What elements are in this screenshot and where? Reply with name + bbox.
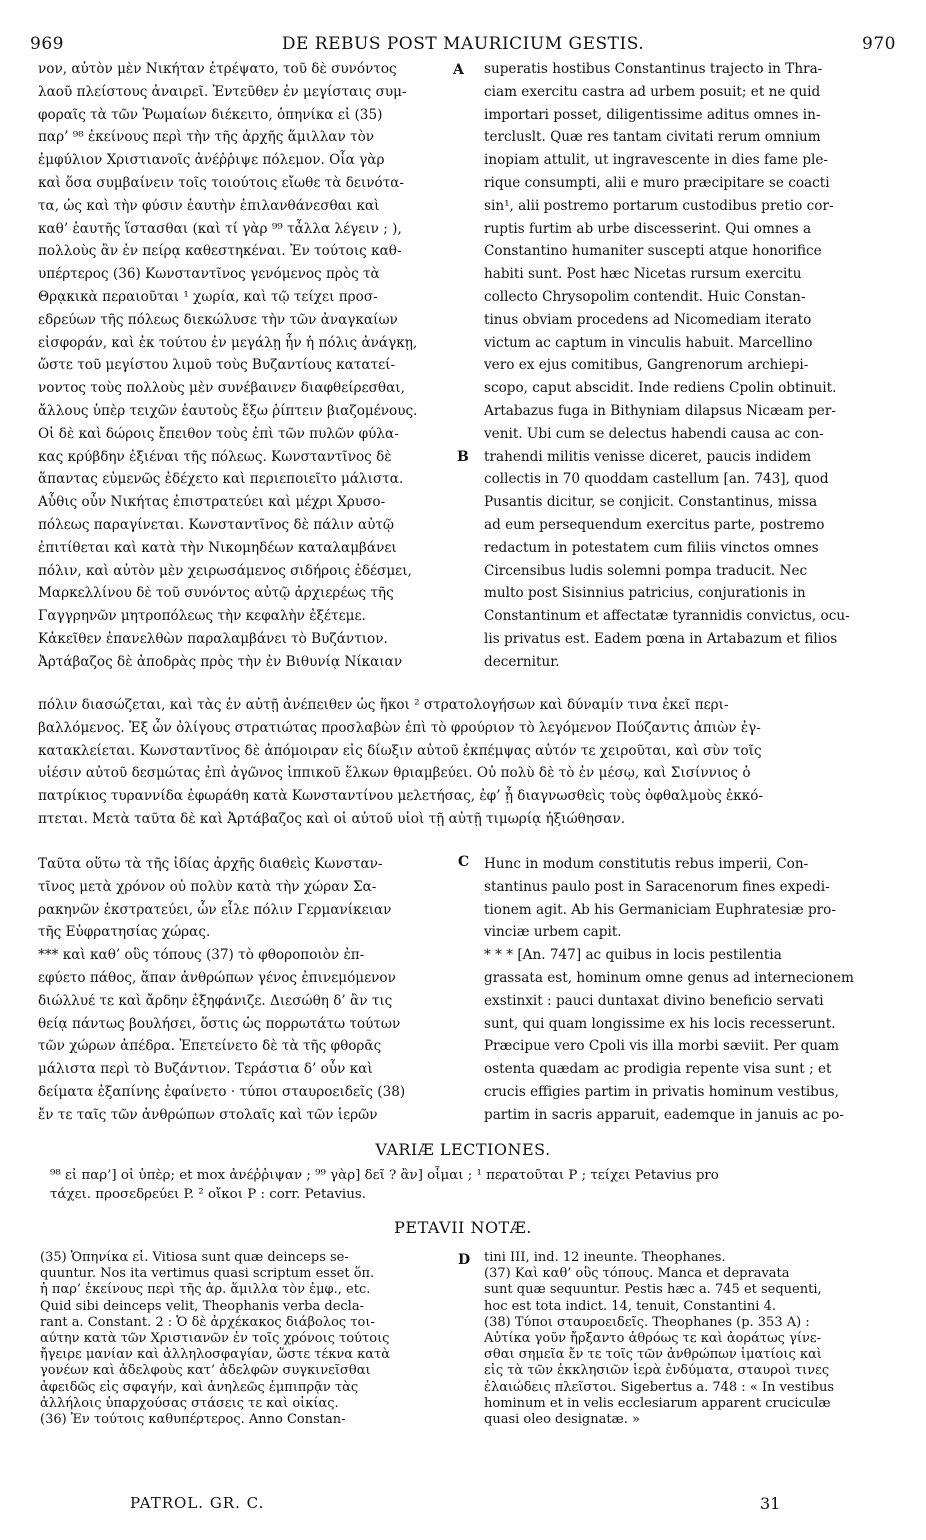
text-line: διώλλυέ τε καὶ ἄρδην ἐξηφάνιζε. Διεσώθη δ’ ἂν τις: [38, 992, 393, 1009]
text-line: trahendi militis venisse diceret, paucis indidem: [484, 448, 812, 465]
variant-line: τάχει. προσεδρεύει P. ² οἴκοι P : corr. Petavius.: [50, 1187, 366, 1202]
text-line: φοραῖς τὰ τῶν Ῥωμαίων διέκειτο, ὁπηνίκα εἰ (35): [38, 106, 383, 123]
text-line: ἔν τε ταῖς τῶν ἀνθρώπων στολαῖς καὶ τῶν ἱερῶν: [38, 1106, 378, 1123]
text-line: multo post Sisinnius patricius, conjurationis in: [484, 585, 806, 602]
note-line: ἀλλήλοις ὑπαρχούσας στάσεις τε καὶ οἰκίας.: [40, 1395, 339, 1411]
text-line: collectis in 70 quoddam castellum [an. 743], quod: [484, 471, 829, 488]
text-line: ὥστε τοῦ μεγίστου λιμοῦ τοὺς Βυζαντίους κατατεί-: [38, 357, 396, 374]
text-line: ρακηνῶν ἐκστρατεύει, ὧν εἷλε πόλιν Γερμανίκειαν: [38, 901, 392, 918]
text-line: vero ex ejus comitibus, Gangrenorum archiepi-: [484, 357, 809, 374]
note-line: quasi oleo designatæ. »: [484, 1411, 640, 1427]
petavii-notes-right: [484, 1250, 888, 1428]
text-line: sin¹, alii postremo portarum custodibus pretio cor-: [484, 197, 834, 214]
text-line: Γαγγρηνῶν μητροπόλεως τὴν κεφαλὴν ἐξέτεμε.: [38, 608, 366, 625]
note-line: ἐλαιώδεις πλεῖστοι. Sigebertus a. 748 : « In vestibus: [484, 1379, 834, 1395]
page-number-right: 970: [862, 34, 896, 54]
text-line: sunt, qui quam longissime ex his locis recesserunt.: [484, 1015, 836, 1032]
text-line: ostenta quædam ac prodigia repente visa sunt ; et: [484, 1061, 832, 1078]
text-line: κατακλείεται. Κωνσταντῖνος δὲ ἀπόμοιραν εἰς δίωξιν αὐτοῦ ἐκπέμψας αὐτόν τε χειροῦται, καὶ σὺν τοῖς: [38, 742, 762, 759]
petavii-title: PETAVII NOTÆ.: [394, 1218, 532, 1237]
note-line: Αὐτίκα γοῦν ἤρξαντο ἀθρόως τε καὶ ἀοράτως γίνε-: [484, 1330, 821, 1346]
text-line: grassata est, hominum omne genus ad internecionem: [484, 969, 854, 986]
note-line: (37) Καὶ καθ’ οὓς τόπους. Manca et depravata: [484, 1266, 790, 1282]
text-line: νον, αὐτὸν μὲν Νικήταν ἐτρέψατο, τοῦ δὲ συνόντος: [38, 61, 397, 77]
text-line: καὶ ὅσα συμβαίνειν τοῖς τοιούτοις εἴωθε τὰ δεινότα-: [38, 174, 405, 191]
text-line: ἐπιτίθεται καὶ κατὰ τὴν Νικομηδέων καταλαμβάνει: [38, 539, 397, 556]
text-line: Θρᾳκικὰ περαιοῦται ¹ χωρία, καὶ τῷ τείχει προσ-: [38, 288, 378, 305]
note-line: ἡ παρ’ ἐκείνους περὶ τῆς ἀρ. ἅμιλλα τὸν ἐμφ., etc.: [40, 1282, 371, 1298]
text-line: πολλοὺς ἂν ἐν πείρᾳ καθεστηκέναι. Ἐν τούτοις καθ-: [38, 243, 402, 260]
text-line: παρ’ ⁹⁸ ἐκείνους περὶ τὴν τῆς ἀρχῆς ἅμιλλαν τὸν: [38, 129, 375, 146]
text-line: υἱέσιν αὐτοῦ δεσμώτας ἐπὶ ἀγῶνος ἱππικοῦ ἕλκων θριαμβεύει. Οὐ πολὺ δὲ τὸ ἐν μέσῳ, καὶ Σισίννιος ὁ: [38, 765, 751, 782]
note-line: sunt quæ sequuntur. Pestis hæc a. 745 et sequenti,: [484, 1282, 822, 1298]
variae-lectiones: [50, 1166, 890, 1204]
note-line: quuntur. Nos ita vertimus quasi scriptum esset ὅπ.: [40, 1266, 375, 1282]
text-line: Οἱ δὲ καὶ δώροις ἔπειθον τοὺς ἐπὶ τῶν πυλῶν φύλα-: [38, 425, 399, 442]
text-line: βαλλόμενος. Ἐξ ὧν ὀλίγους στρατιώτας προσλαβὼν ἐπὶ τὸ φρούριον τὸ λεγόμενον Πούζαντις ἀπιὼν ἐγ-: [38, 719, 761, 736]
text-line: εἰσφοράν, καὶ ἐκ τούτου ἐν μεγάλῃ ἦν ἡ πόλις ἀνάγκῃ,: [38, 334, 418, 351]
page-number-left: 969: [30, 34, 64, 54]
latin-column-bottom: [484, 853, 888, 1127]
greek-column-top: [38, 58, 456, 674]
text-line: εφύετο πάθος, ἅπαν ἀνθρώπων γένος ἐπινεμόμενον: [38, 969, 396, 986]
note-line: αύτην κατὰ τῶν Χριστιανῶν ἐν τοῖς χρόνοις τούτοις: [40, 1330, 390, 1346]
text-line: ad eum persequendum exercitus parte, postremo: [484, 516, 825, 533]
variae-title: VARIÆ LECTIONES.: [375, 1140, 551, 1159]
variant-line: ⁹⁸ εἰ παρ’] οἱ ὑπὲρ; et mox ἀνέῤῥιψαν ; ⁹⁹ γὰρ] δεῖ ? ἂν] οἶμαι ; ¹ περατοῦται P ; τείχει Petavius pro: [50, 1168, 719, 1183]
text-line: τῶν χώρων ἀπέδρα. Ἐπετείνετο δὲ τὰ τῆς φθορᾶς: [38, 1038, 382, 1055]
text-line: θείᾳ πάντως βουλήσει, ὅστις ὡς πορρωτάτω τούτων: [38, 1015, 401, 1032]
text-line: vinciæ urbem capit.: [484, 924, 622, 941]
text-line: redactum in potestatem cum filiis vinctos omnes: [484, 539, 819, 556]
text-line: inopiam attulit, ut ingravescente in dies fame ple-: [484, 152, 829, 169]
text-line: δείματα ἐξαπίνης ἐφαίνετο · τύποι σταυροειδεῖς (38): [38, 1083, 406, 1100]
note-line: γονέων καὶ ἀδελφοὺς κατ’ ἀδελφῶν συγκινεῖσθαι: [40, 1363, 371, 1379]
text-line: πτεται. Μετὰ ταῦτα δὲ καὶ Ἀρτάβαζος καὶ οἱ αὐτοῦ υἱοὶ τῇ αὐτῇ τιμωρίᾳ ἠξιώθησαν.: [38, 810, 626, 827]
text-line: τῆς Εὐφρατησίας χώρας.: [38, 924, 211, 941]
text-line: tinus obviam procedens ad Nicomediam iterato: [484, 311, 812, 328]
text-line: superatis hostibus Constantinus trajecto in Thra-: [484, 61, 823, 77]
text-line: πόλεως παραγίνεται. Κωνσταντῖνος δὲ πάλιν αὐτῷ: [38, 516, 394, 533]
text-line: ἄλλους ὑπὲρ τειχῶν ἑαυτοὺς ἔξω ῥίπτειν βιαζομένους.: [38, 402, 418, 419]
text-line: Ἀρτάβαζος δὲ ἀποδρὰς πρὸς τὴν ἐν Βιθυνίᾳ Νίκαιαν: [38, 653, 403, 670]
text-line: venit. Ubi cum se delectus habendi causa ac con-: [484, 425, 824, 442]
text-line: κας κρύβδην ἐξιέναι τῆς πόλεως. Κωνσταντῖνος δὲ: [38, 448, 392, 465]
text-line: μάλιστα περὶ τὸ Βυζάντιον. Τεράστια δ’ οὖν καὶ: [38, 1061, 373, 1078]
note-line: ἤγειρε μανίαν καὶ ἀλληλοσφαγίαν, ὥστε τέκνα κατὰ: [40, 1347, 391, 1363]
text-line: ἐμφύλιον Χριστιανοῖς ἀνέῤῥιψε πόλεμον. Οἷα γὰρ: [38, 152, 385, 169]
note-line: hominum et in velis ecclesiarum apparent cruciculæ: [484, 1395, 831, 1411]
text-line: ἅπαντας εὐμενῶς ἐδέχετο καὶ περιεποιεῖτο μάλιστα.: [38, 471, 404, 488]
text-line: λαοῦ πλείστους ἀναιρεῖ. Ἐντεῦθεν ἐν μεγίσταις συμ-: [38, 83, 407, 100]
running-header: [30, 34, 896, 58]
text-line: Αὖθις οὖν Νικήτας ἐπιστρατεύει καὶ μέχρι Χρυσο-: [38, 494, 386, 511]
note-line: (35) Ὁπηνίκα εἰ. Vitiosa sunt quæ deinceps se-: [40, 1250, 349, 1265]
margin-marker-b: B: [457, 449, 469, 465]
note-line: (38) Τύποι σταυροειδεῖς. Theophanes (p. 353 A) :: [484, 1314, 810, 1330]
text-line: Hunc in modum constitutis rebus imperii, Con-: [484, 856, 809, 872]
text-line: habiti sunt. Post hæc Nicetas rursum exercitu: [484, 266, 802, 283]
text-line: Constantinum et affectatæ tyrannidis convictus, ocu-: [484, 608, 850, 625]
running-title: DE REBUS POST MAURICIUM GESTIS.: [281, 34, 645, 54]
text-line: πόλιν, καὶ αὐτὸν μὲν χειρωσάμενος σιδήροις ἐδέσμει,: [38, 562, 412, 579]
note-line: rant a. Constant. 2 : Ὁ δὲ ἀρχέκακος διάβολος τοι-: [40, 1314, 375, 1330]
text-line: * * * [An. 747] ac quibus in locis pestilentia: [484, 947, 782, 964]
text-line: Pusantis dicitur, se conjicit. Constantinus, missa: [484, 494, 818, 511]
text-line: crucis effigies partim in privatis hominum vestibus,: [484, 1083, 839, 1100]
text-line: scopo, caput abscidit. Inde rediens Cpolin obtinuit.: [484, 380, 837, 397]
petavii-notes-left: [40, 1250, 454, 1428]
text-line: importari posset, diligentissime aditus omnes in-: [484, 106, 821, 123]
text-line: πόλιν διασώζεται, καὶ τὰς ἐν αὐτῇ ἀνέπειθεν ὡς ἥκοι ² στρατολογήσων καὶ δύναμίν τινα ἐκεῖ περι-: [38, 697, 729, 713]
note-line: tini III, ind. 12 ineunte. Theophanes.: [484, 1250, 726, 1265]
text-line: tercluslt. Quæ res tantam civitati rerum omnium: [484, 129, 821, 146]
text-line: τῖνος μετὰ χρόνον οὐ πολὺν κατὰ τὴν χώραν Σα-: [38, 878, 377, 895]
text-line: ruptis furtim ab urbe discesserint. Qui omnes a: [484, 220, 812, 237]
text-line: Præcipue vero Cpoli vis illa morbi sæviit. Per quam: [484, 1038, 840, 1055]
margin-marker-d: D: [458, 1252, 471, 1268]
text-line: Artabazus fuga in Bithyniam dilapsus Nicæam per-: [484, 402, 836, 419]
text-line: collecto Chrysopolim contendit. Huic Constan-: [484, 288, 806, 305]
text-line: Ταῦτα οὕτω τὰ τῆς ἰδίας ἀρχῆς διαθεὶς Κωνσταν-: [38, 856, 383, 872]
text-line: ciam exercitu castra ad urbem posuit; et ne quid: [484, 83, 821, 100]
note-line: σθαι σημεῖα ἔν τε τοῖς τῶν ἀνθρώπων ἱματίοις καὶ: [484, 1347, 822, 1363]
text-line: υπέρτερος (36) Κωνσταντῖνος γενόμενος πρὸς τὰ: [38, 266, 380, 283]
text-line: decernitur.: [484, 653, 560, 670]
text-line: καθ’ ἑαυτῆς ἵστασθαι (καὶ τί γὰρ ⁹⁹ τἆλλα λέγειν ; ),: [38, 220, 402, 237]
greek-full-width: [38, 694, 888, 831]
note-line: Quid sibi deinceps velit, Theophanis verba decla-: [40, 1298, 364, 1314]
text-line: partim in sacris apparuit, eademque in januis ac po-: [484, 1106, 844, 1123]
note-line: εἰς τὰ τῶν ἐκκλησιῶν ἱερὰ ἐνδύματα, σταυροὶ τινες: [484, 1363, 830, 1379]
text-line: Μαρκελλίνου δὲ τοῦ συνόντος αὐτῷ ἀρχιερέως τῆς: [38, 585, 394, 602]
latin-column-top: [484, 58, 888, 674]
text-line: Κἀκεῖθεν ἐπανελθὼν παραλαμβάνει τὸ Βυζάντιον.: [38, 630, 388, 647]
text-line: *** καὶ καθ’ οὓς τόπους (37) τὸ φθοροποιὸν ἐπ-: [38, 947, 365, 964]
text-line: Circensibus ludis solemni pompa traducit. Nec: [484, 562, 808, 579]
footer-signature: 31: [760, 1494, 781, 1513]
margin-marker-c: C: [458, 854, 470, 870]
text-line: stantinus paulo post in Saracenorum fines expedi-: [484, 878, 830, 895]
text-line: τα, ὡς καὶ τὴν φύσιν ἑαυτὴν ἐπιλανθάνεσθαι καὶ: [38, 197, 380, 214]
text-line: πατρίκιος τυραννίδα ἐφωράθη κατὰ Κωνσταντίνου μελετήσας, ἐφ’ ᾗ διαγνωσθεὶς τοὺς ὀφθαλμοὺς ἐκκό-: [38, 788, 764, 805]
text-line: rique consumpti, alii e muro præcipitare se coacti: [484, 174, 830, 191]
margin-marker-a: A: [453, 62, 464, 78]
text-line: lis privatus est. Eadem pœna in Artabazum et filios: [484, 630, 838, 647]
text-line: νοντος τοὺς πολλοὺς μὲν συνέβαινεν διαφθείρεσθαι,: [38, 380, 405, 397]
footer-series: PATROL. GR. C.: [130, 1494, 265, 1512]
note-line: (36) Ἐν τούτοις καθυπέρτερος. Anno Constan-: [40, 1411, 346, 1427]
text-line: εδρεύων τῆς πόλεως διεκώλυσε τὴν τῶν ἀναγκαίων: [38, 311, 398, 328]
greek-column-bottom: [38, 853, 456, 1127]
text-line: Constantino humaniter suscepti atque honorifice: [484, 243, 822, 260]
text-line: victum ac captum in vinculis habuit. Marcellino: [484, 334, 813, 351]
text-line: tionem agit. Ab his Germaniciam Euphratesiæ pro-: [484, 901, 836, 918]
text-line: exstinxit : pauci duntaxat divino beneficio servati: [484, 992, 824, 1009]
note-line: ἀφειδῶς εἰς σφαγήν, καὶ ἀνηλεῶς ἐμπιπρᾷν τὰς: [40, 1379, 359, 1395]
note-line: hoc est tota indict. 14, tenuit, Constantini 4.: [484, 1298, 776, 1314]
